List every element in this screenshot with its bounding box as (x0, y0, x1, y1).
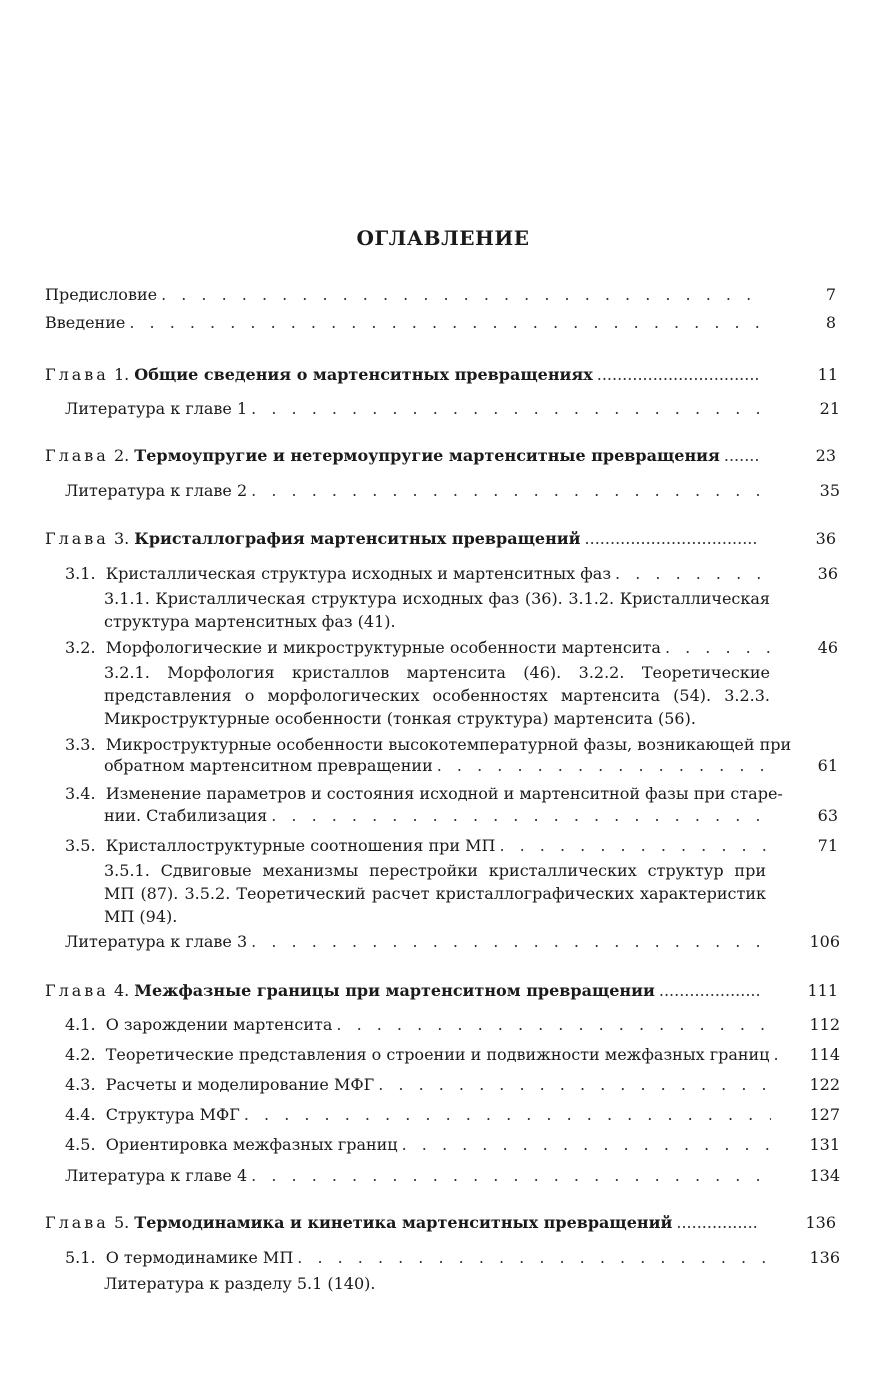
page-number: 114 (809, 1045, 840, 1064)
entry-label: Теоретические представления о строении и подвижности межфазных границ (105, 1045, 770, 1064)
page-number: 21 (819, 399, 840, 418)
toc-section-3-2[interactable] (65, 638, 775, 660)
toc-section-3-4-line1[interactable] (65, 784, 783, 806)
page-number: 23 (815, 446, 836, 465)
section-number: 5.1. (65, 1248, 96, 1267)
page-title: ОГЛАВЛЕНИЕ (356, 226, 530, 250)
entry-label: Литература к главе 3 (65, 932, 248, 951)
chapter-number: 3. (113, 529, 130, 548)
toc-section-3-4-line2[interactable] (104, 806, 775, 828)
subsections-3-5: 3.5.1. Сдвиговые механизмы перестройки кристаллических структур при МП (87). 3.5.2. Теоретический расчет кристаллографических характеристик МП (94). (104, 861, 766, 926)
entry-label: Введение (45, 313, 126, 332)
page-number: 63 (817, 806, 838, 825)
section-number: 3.5. (65, 836, 96, 855)
toc-entry-introduction[interactable] (45, 313, 765, 335)
entry-label: О термодинамике МП (105, 1248, 294, 1267)
entry-label-continued: обратном мартенситном превращении (104, 756, 433, 775)
toc-chapter-1[interactable] (45, 365, 765, 387)
chapter-title: Термоупругие и нетермоупругие мартенситные превращения (134, 446, 720, 465)
page-number: 112 (809, 1015, 840, 1034)
entry-label: Ориентировка межфазных границ (105, 1135, 398, 1154)
entry-label: Структура МФГ (105, 1105, 240, 1124)
toc-section-4-5[interactable] (65, 1135, 775, 1157)
page-number: 122 (809, 1075, 840, 1094)
subsections-3-2: 3.2.1. Морфология кристаллов мартенсита (46). 3.2.2. Теоретические представления о морфологических особенностях мартенсита (54). 3.2.3. Микроструктурные особенности (тонкая структура) мартенсита (56). (104, 663, 770, 728)
entry-label: Морфологические и микроструктурные особенности мартенсита (105, 638, 661, 657)
entry-label: Расчеты и моделирование МФГ (105, 1075, 375, 1094)
entry-label: Микроструктурные особенности высокотемпературной фазы, возникающей при (105, 735, 792, 754)
section-number: 4.2. (65, 1045, 96, 1064)
subsections-5-1: Литература к разделу 5.1 (140). (104, 1274, 376, 1293)
chapter-number: 4. (113, 981, 130, 1000)
page-number: 36 (815, 529, 836, 548)
page-number: 36 (817, 564, 838, 583)
section-number: 4.5. (65, 1135, 96, 1154)
entry-label: Изменение параметров и состояния исходной и мартенситной фазы при старе- (105, 784, 783, 803)
toc-section-5-1[interactable] (65, 1248, 775, 1270)
toc-section-4-3[interactable] (65, 1075, 775, 1097)
section-number: 4.4. (65, 1105, 96, 1124)
entry-label: О зарождении мартенсита (105, 1015, 333, 1034)
entry-label: Кристаллическая структура исходных и мартенситных фаз (105, 564, 612, 583)
chapter-number: 1. (113, 365, 130, 384)
section-number: 3.3. (65, 735, 96, 754)
toc-literature-2[interactable] (65, 481, 775, 503)
page-number: 11 (817, 365, 838, 384)
chapter-title: Кристаллография мартенситных превращений (134, 529, 581, 548)
chapter-number: 2. (113, 446, 130, 465)
toc-section-3-3-line1[interactable] (65, 735, 792, 757)
entry-label: Предисловие (45, 285, 158, 304)
entry-label: Литература к главе 2 (65, 481, 248, 500)
toc-section-3-5[interactable] (65, 836, 775, 858)
subsections-3-1: 3.1.1. Кристаллическая структура исходных фаз (36). 3.1.2. Кристаллическая структура мартенситных фаз (41). (104, 589, 770, 631)
toc-chapter-4[interactable] (45, 981, 763, 1003)
chapter-prefix: Глава (45, 981, 109, 1000)
page-number: 35 (819, 481, 840, 500)
section-number: 4.1. (65, 1015, 96, 1034)
chapter-title: Общие сведения о мартенситных превращениях (134, 365, 593, 384)
page-number: 7 (825, 285, 836, 304)
entry-label-continued: нии. Стабилизация (104, 806, 268, 825)
chapter-number: 5. (113, 1213, 130, 1232)
page-number: 131 (809, 1135, 840, 1154)
toc-section-4-1[interactable] (65, 1015, 775, 1037)
page-number: 61 (817, 756, 838, 775)
chapter-title: Термодинамика и кинетика мартенситных превращений (134, 1213, 673, 1232)
section-number: 3.1. (65, 564, 96, 583)
page-number: 71 (817, 836, 838, 855)
toc-literature-1[interactable] (65, 399, 775, 421)
page-number: 111 (807, 981, 838, 1000)
chapter-title: Межфазные границы при мартенситном превращении (134, 981, 655, 1000)
chapter-prefix: Глава (45, 365, 109, 384)
page-number: 8 (825, 313, 836, 332)
toc-section-3-3-line2[interactable] (104, 756, 775, 778)
page-number: 134 (809, 1166, 840, 1185)
page-number: 136 (805, 1213, 836, 1232)
toc-section-4-4[interactable] (65, 1105, 775, 1127)
toc-literature-3[interactable] (65, 932, 775, 954)
section-number: 3.2. (65, 638, 96, 657)
entry-label: Литература к главе 4 (65, 1166, 248, 1185)
entry-label: Кристаллоструктурные соотношения при МП (105, 836, 496, 855)
section-number: 3.4. (65, 784, 96, 803)
toc-literature-4[interactable] (65, 1166, 775, 1188)
chapter-prefix: Глава (45, 446, 109, 465)
page-number: 106 (809, 932, 840, 951)
page-number: 46 (817, 638, 838, 657)
toc-chapter-5[interactable] (45, 1213, 763, 1235)
page-number: 136 (809, 1248, 840, 1267)
chapter-prefix: Глава (45, 1213, 109, 1232)
page-number: 127 (809, 1105, 840, 1124)
section-number: 4.3. (65, 1075, 96, 1094)
toc-chapter-2[interactable] (45, 446, 763, 468)
toc-section-3-1[interactable] (65, 564, 775, 586)
toc-entry-preface[interactable] (45, 285, 765, 307)
toc-chapter-3[interactable] (45, 529, 763, 551)
entry-label: Литература к главе 1 (65, 399, 248, 418)
chapter-prefix: Глава (45, 529, 109, 548)
toc-section-4-2[interactable] (65, 1045, 775, 1067)
